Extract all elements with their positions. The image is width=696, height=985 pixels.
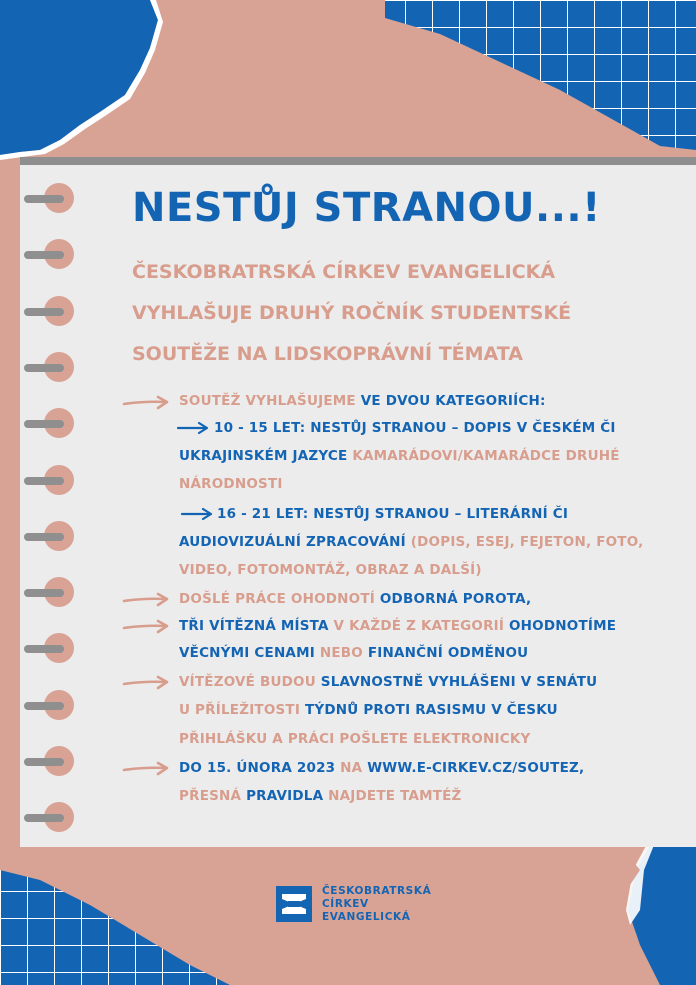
logo-line: CÍRKEV: [322, 898, 369, 910]
spiral-ring: [24, 577, 74, 607]
subtitle: [132, 252, 652, 375]
arrow-icon: [122, 395, 170, 411]
body-line: PŘESNÁ PRAVIDLA NAJDETE TAMTÉŽ: [179, 788, 462, 804]
logo-line: ČESKOBRATRSKÁ: [322, 885, 432, 897]
subtitle-line: SOUTĚŽE NA LIDSKOPRÁVNÍ TÉMATA: [132, 343, 523, 365]
body-line: DO 15. ÚNORA 2023 NA WWW.E-CIRKEV.CZ/SOUTEZ,: [179, 760, 585, 776]
body-line: 16 - 21 LET: NESTŮJ STRANOU – LITERÁRNÍ ČI: [217, 506, 569, 522]
spiral-ring: [24, 465, 74, 495]
spiral-ring: [24, 183, 74, 213]
logo-icon: [274, 884, 314, 924]
spiral-ring: [24, 521, 74, 551]
body-line: VIDEO, FOTOMONTÁŽ, OBRAZ A DALŠÍ): [179, 562, 482, 578]
arrow-icon: [122, 619, 170, 635]
body-line: TŘI VÍTĚZNÁ MÍSTA V KAŽDÉ Z KATEGORIÍ OHODNOTÍME: [179, 618, 617, 634]
spiral-ring: [24, 690, 74, 720]
spiral-ring: [24, 633, 74, 663]
arrow-icon: [180, 507, 214, 521]
body-line: AUDIOVIZUÁLNÍ ZPRACOVÁNÍ (DOPIS, ESEJ, FEJETON, FOTO,: [179, 534, 644, 550]
body-line: VÍTĚZOVÉ BUDOU SLAVNOSTNĚ VYHLÁŠENI V SENÁTU: [179, 674, 598, 690]
subtitle-line: VYHLAŠUJE DRUHÝ ROČNÍK STUDENTSKÉ: [132, 302, 572, 324]
body-line: U PŘÍLEŽITOSTI TÝDNŮ PROTI RASISMU V ČESKU: [179, 702, 558, 718]
arrow-icon: [122, 592, 170, 608]
spiral-ring: [24, 408, 74, 438]
arrow-icon: [122, 761, 170, 777]
spiral-ring: [24, 802, 74, 832]
arrow-icon: [122, 675, 170, 691]
body-line: UKRAJINSKÉM JAZYCE KAMARÁDOVI/KAMARÁDCE DRUHÉ: [179, 448, 620, 464]
paper-top-edge: [20, 157, 696, 165]
church-logo: [274, 884, 454, 924]
top-right-grid-shape: [385, 0, 696, 150]
spiral-ring: [24, 296, 74, 326]
page-title: NESTŮJ STRANOU...!: [132, 185, 601, 231]
body-line: VĚCNÝMI CENAMI NEBO FINANČNÍ ODMĚNOU: [179, 645, 529, 661]
arrow-icon: [176, 421, 210, 435]
logo-text: [322, 885, 431, 924]
spiral-ring: [24, 239, 74, 269]
body-line: DOŠLÉ PRÁCE OHODNOTÍ ODBORNÁ POROTA,: [179, 591, 532, 607]
spiral-ring: [24, 746, 74, 776]
body-line: NÁRODNOSTI: [179, 476, 283, 492]
body-line: 10 - 15 LET: NESTŮJ STRANOU – DOPIS V ČESKÉM ČI: [214, 420, 616, 436]
body-line: PŘIHLÁŠKU A PRÁCI POŠLETE ELEKTRONICKY: [179, 731, 531, 747]
logo-line: EVANGELICKÁ: [322, 911, 411, 923]
spiral-ring: [24, 352, 74, 382]
subtitle-line: ČESKOBRATRSKÁ CÍRKEV EVANGELICKÁ: [132, 261, 556, 283]
body-line: SOUTĚŽ VYHLAŠUJEME VE DVOU KATEGORIÍCH:: [179, 393, 546, 409]
bottom-left-grid-shape: [0, 870, 230, 985]
